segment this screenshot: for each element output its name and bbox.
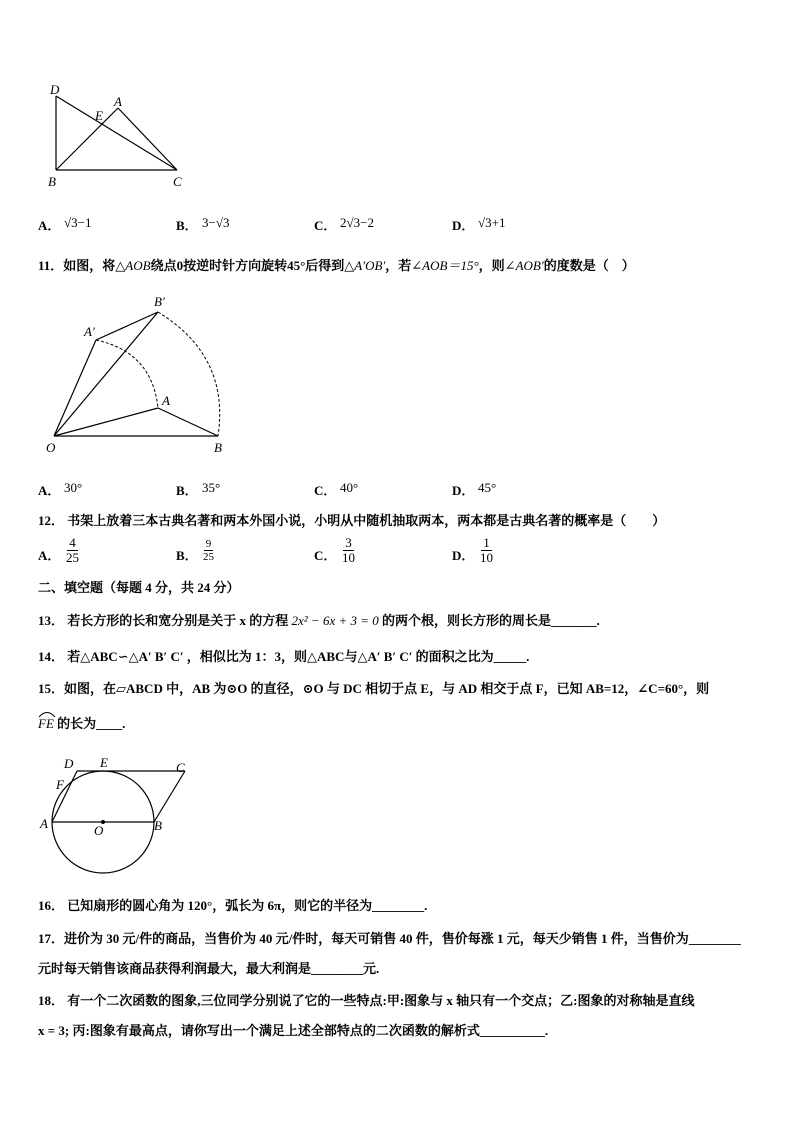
q10-opt-d-text: √3+1 xyxy=(478,215,506,230)
q13-text-a: 13． 若长方形的长和宽分别是关于 x 的方程 xyxy=(38,613,289,628)
q12-opt-a-den: 25 xyxy=(66,550,79,566)
q12-stem: 12． 书架上放着三本古典名著和两本外国小说，小明从中随机抽取两本，两本都是古典名著的概率是（ ） xyxy=(38,513,666,528)
q11-label-bp: B′ xyxy=(154,294,165,309)
q11-stem-b: 绕点0按逆时针方向旋转45°后得到 xyxy=(150,258,345,273)
q15-label-e: E xyxy=(100,755,108,770)
q15-label-f: F xyxy=(56,777,64,792)
section-heading-fill-in: 二、填空题（每题 4 分，共 24 分） xyxy=(38,580,240,595)
q11-line-apbp xyxy=(96,312,158,340)
q10-opt-c-letter: C． xyxy=(314,218,337,233)
q15-label-b: B xyxy=(154,818,162,833)
q11-opt-c-letter: C． xyxy=(314,483,337,498)
q15-arc-fe-label: FE xyxy=(38,716,54,731)
q12-opt-b-den: 25 xyxy=(203,551,214,564)
q11-stem-c: ，若 xyxy=(385,258,412,273)
q10-opt-a-text: √3−1 xyxy=(64,215,92,230)
q11-angle2: ∠AOB′ xyxy=(504,258,544,273)
q10-opt-c-text: 2√3−2 xyxy=(340,215,374,230)
q15-label-o: O xyxy=(94,823,104,838)
q15-arc-fe xyxy=(38,716,54,732)
q15-label-a: A xyxy=(40,816,48,831)
q10-label-e: E xyxy=(95,108,103,123)
q11-tri2: △A′OB′ xyxy=(344,258,386,273)
q10-label-d: D xyxy=(50,82,60,97)
q18-line2: x = 3; 丙:图象有最高点，请你写出一个满足上述全部特点的二次函数的解析式__________. xyxy=(38,1023,549,1038)
q12-opt-b-num: 9 xyxy=(205,538,212,550)
q11-opt-b-text: 35° xyxy=(202,480,221,495)
q14: 14． 若△ABC∽△A′ B′ C′ ，相似比为 1：3，则△ABC与△A′ B′ C′ 的面积之比为_____. xyxy=(38,649,530,664)
q12-opt-b-letter: B． xyxy=(176,548,198,563)
q18-line1: 18． 有一个二次函数的图象,三位同学分别说了它的一些特点:甲:图象与 x 轴只有一个交点；乙:图象的对称轴是直线 xyxy=(38,993,695,1008)
q11-line-oa xyxy=(54,408,158,436)
q11-arc-bbp xyxy=(158,312,220,436)
q15-line2 xyxy=(38,713,125,732)
q17-line1: 17．进价为 30 元/件的商品，当售价为 40 元/件时，每天可销售 40 件，售价每涨 1 元，每天少销售 1 件，当售价为________ xyxy=(38,931,741,946)
q15-line-bc xyxy=(154,771,185,822)
q10-opt-b-letter: B． xyxy=(176,218,198,233)
q10-label-b: B xyxy=(48,174,56,189)
q13 xyxy=(38,610,600,629)
q11-line-obp xyxy=(54,312,158,436)
q11-opt-d-text: 45° xyxy=(478,480,497,495)
q12-opt-c-num: 3 xyxy=(345,535,352,550)
q11-number: 11． xyxy=(38,258,64,273)
q10-label-c: C xyxy=(173,174,182,189)
arc-symbol-icon xyxy=(38,710,56,718)
q15-figure xyxy=(36,752,206,877)
q10-opt-b-text: 3−√3 xyxy=(202,215,230,230)
q11-stem-e: 的度数是（ ） xyxy=(543,258,635,273)
q11-opt-b-letter: B． xyxy=(176,483,198,498)
q12-opt-b-fraction xyxy=(201,538,216,563)
q11-figure xyxy=(40,290,240,460)
q11-angle1: ∠AOB＝15° xyxy=(411,258,479,273)
q12-opt-d-letter: D． xyxy=(452,548,475,563)
q12-opt-a-letter: A． xyxy=(38,548,61,563)
q11-stem-a: 如图，将 xyxy=(63,258,116,273)
q12-opt-a-fraction xyxy=(64,536,81,566)
q12-opt-d-fraction xyxy=(478,536,495,566)
q12-opt-c-fraction xyxy=(340,536,357,566)
q12-opt-c-letter: C． xyxy=(314,548,337,563)
q13-equation: 2x² − 6x + 3 = 0 xyxy=(291,613,379,628)
q10-figure xyxy=(40,82,200,192)
q15-line2-text: 的长为____. xyxy=(57,716,126,731)
q15-line1: 15．如图，在▱ABCD 中，AB 为⊙O 的直径，⊙O 与 DC 相切于点 E，与 AD 相交于点 F，已知 AB=12，∠C=60°，则 xyxy=(38,681,710,696)
q11-opt-a-text: 30° xyxy=(64,480,83,495)
q10-opt-d-letter: D． xyxy=(452,218,475,233)
q13-text-b: 的两个根，则长方形的周长是_______. xyxy=(382,613,600,628)
q11-label-a: A xyxy=(162,393,170,408)
q12-opt-d-num: 1 xyxy=(483,535,490,550)
q12-opt-a-num: 4 xyxy=(69,535,76,550)
q11-stem-d: ，则 xyxy=(478,258,505,273)
q11-line-oap xyxy=(54,340,96,436)
q11-line-ab xyxy=(158,408,218,436)
q12-opt-d-den: 10 xyxy=(480,550,493,566)
q11-stem xyxy=(38,255,635,274)
q11-tri1: △AOB xyxy=(115,258,151,273)
q15-label-d: D xyxy=(64,756,74,771)
q11-label-ap: A′ xyxy=(84,324,95,339)
q16: 16． 已知扇形的圆心角为 120°，弧长为 6π，则它的半径为________. xyxy=(38,898,428,913)
q10-label-a: A xyxy=(114,94,122,109)
q11-opt-d-letter: D． xyxy=(452,483,475,498)
q11-label-b: B xyxy=(214,440,222,455)
q15-label-c: C xyxy=(176,760,185,775)
q11-label-o: O xyxy=(46,440,56,455)
q11-opt-c-text: 40° xyxy=(340,480,359,495)
q10-opt-a-letter: A． xyxy=(38,218,61,233)
q11-opt-a-letter: A． xyxy=(38,483,61,498)
q12-opt-c-den: 10 xyxy=(342,550,355,566)
q10-line-ba xyxy=(56,108,118,170)
q17-line2: 元时每天销售该商品获得利润最大，最大利润是________元. xyxy=(38,961,380,976)
